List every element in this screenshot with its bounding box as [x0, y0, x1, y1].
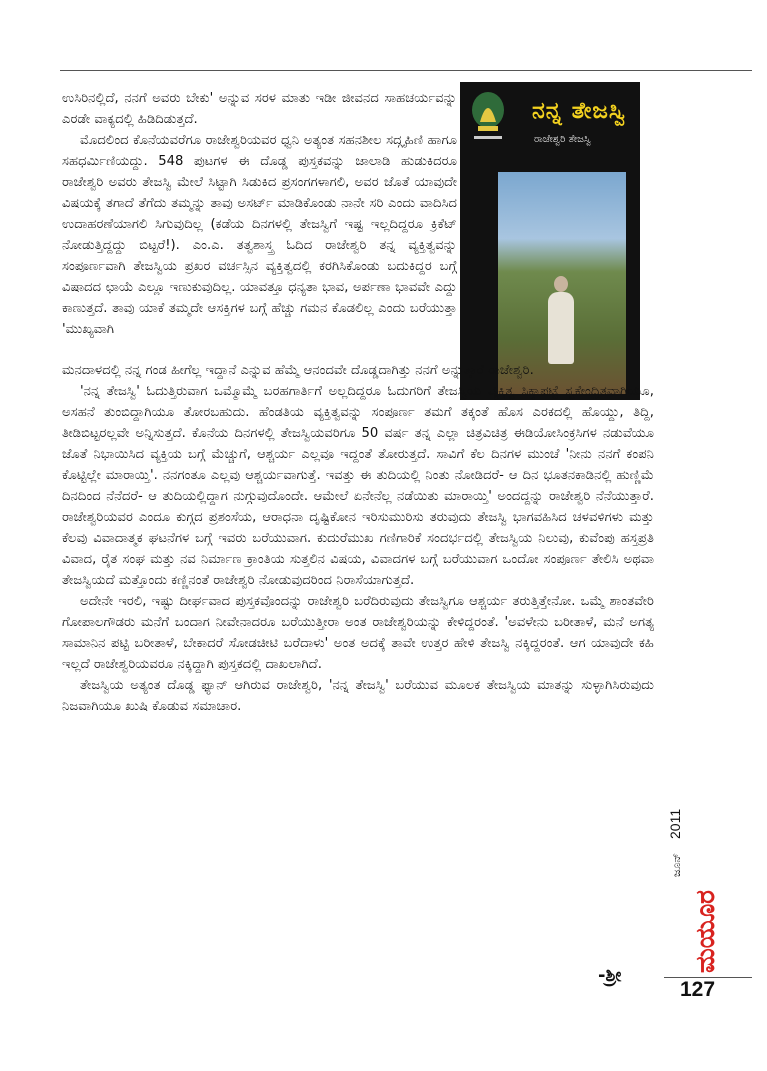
article-paragraph: 'ನನ್ನ ತೇಜಸ್ವಿ' ಓದುತ್ತಿರುವಾಗ ಒಮ್ಮೊಮ್ಮೆ ಬರಹಗಾರ್ತಿಗೆ ಅಲ್ಲದಿದ್ದರೂ ಓದುಗರಿಗೆ ತೇಜಸ್ವಿಯ ವ್ಯಕ್ತಿತ್ವ ಸಿಕ್ಕಾಪಟ್ಟೆ ಸ್ವಕೇಂದ್ರಿತವಾಗಿಯೂ, ಅಸಹನೆ ತುಂಬಿದ್ದಾಗಿಯೂ ತೋರಬಹುದು. ಹೆಂಡತಿಯ ವ್ಯಕ್ತಿತ್ವವನ್ನು ಸಂಪೂರ್ಣ ತಮಗೆ ತಕ್ಕಂತೆ ಹೊಸ ಎರಕದಲ್ಲಿ ಹೊಯ್ದು, ತಿದ್ದಿ, ತೀಡಿಬಿಟ್ಟರಲ್ಲವೇ ಅನ್ನಿಸುತ್ತದೆ. ಕೊನೆಯ ದಿನಗಳಲ್ಲಿ ತೇಜಸ್ವಿಯವರಿಗೂ 50 ವರ್ಷ ತನ್ನ ಎಲ್ಲಾ ಚಿತ್ರವಿಚಿತ್ರ ಈಡಿಯೋಸಿಂಕ್ರಸಿಗಳ ನಡುವೆಯೂ ಜೊತೆ ನಿಭಾಯಿಸಿದ ವ್ಯಕ್ತಿಯ ಬಗ್ಗೆ ಮೆಚ್ಚುಗೆ, ಆಶ್ಚರ್ಯ ಎಲ್ಲವೂ ಇದ್ದಂತೆ ತೋರುತ್ತದೆ. ಸಾವಿಗೆ ಕೆಲ ದಿನಗಳ ಮುಂಚೆ 'ನೀನು ನನಗೆ ಕಂಪನಿ ಕೊಟ್ಟಿಲ್ಲೇ ಮಾರಾಯ್ತಿ'. ನನಗಂತೂ ಎಲ್ಲವು ಆಶ್ಚರ್ಯವಾಗುತ್ತೆ. ಇವತ್ತು ಈ ತುದಿಯಲ್ಲಿ ನಿಂತು ನೋಡಿದರೆ- ಆ ದಿನ ಭೂತನಕಾಡಿನಲ್ಲಿ ಹುಣ್ಣಿಮೆ ದಿನದಿಂದ ನೆನೆದರೆ- ಆ ತುದಿಯಲ್ಲಿದ್ದಾಗ ನುಗ್ಗುವುದೊಂದೇ. ಆಮೇಲೆ ಏನೇನೆಲ್ಲ ನಡೆಯಿತು ಮಾರಾಯ್ತಿ' ಅಂದದ್ದನ್ನು ರಾಜೇಶ್ವರಿ ನೆನೆಯುತ್ತಾರೆ. ರಾಜೇಶ್ವರಿಯವರ ಎಂದೂ ಕುಗ್ಗದ ಪ್ರಶಂಸೆಯ, ಆರಾಧನಾ ದೃಷ್ಟಿಕೋನ ಇರಿಸುಮುರಿಸು ತರುವುದು ತೇಜಸ್ವಿ ಭಾಗವಹಿಸಿದ ಚಳವಳಿಗಳು ಮತ್ತು ಕೆಲವು ವಿವಾದಾತ್ಮಕ ಘಟನೆಗಳ ಬಗ್ಗೆ ಇವರು ಬರೆಯುವಾಗ. ಕುದುರೆಮುಖ ಗಣಿಗಾರಿಕೆ ಸಂದರ್ಭದಲ್ಲಿ ತೇಜಸ್ವಿಯ ನಿಲುವು, ಕುವೆಂಪು ಹಸ್ತಪ್ರತಿ ವಿವಾದ, ರೈತ ಸಂಘ ಮತ್ತು ನವ ನಿರ್ಮಾಣ ಕ್ರಾಂತಿಯ ಸುತ್ತಲಿನ ವಿಷಯ, ವಿವಾದಗಳ ಬಗ್ಗೆ ಬರೆಯುವಾಗ ಒಂದೋ ಸಂಪೂರ್ಣ ತೇಲಿಸಿ ಅಥವಾ ತೇಜಸ್ವಿಯದೆ ಮತ್ತೊಂದು ಕಣ್ಣಿನಂತೆ ರಾಜೇಶ್ವರಿ ನೋಡುವುದರಿಂದ ನಿರಾಸೆಯಾಗುತ್ತದೆ. — [62, 384, 654, 588]
top-rule — [60, 70, 752, 71]
article-paragraph: ಉಸಿರಿನಲ್ಲಿದೆ, ನನಗೆ ಅವರು ಬೇಕು' ಅನ್ನುವ ಸರಳ ಮಾತು ಇಡೀ ಜೀವನದ ಸಾಹಚರ್ಯವನ್ನು ಎರಡೇ ವಾಕ್ಯದಲ್ಲಿ ಹಿಡಿದಿಡುತ್ತದೆ. — [62, 91, 457, 127]
person-head — [554, 276, 568, 292]
article-paragraph: ತೇಜಸ್ವಿಯ ಅತ್ಯಂತ ದೊಡ್ಡ ಫ್ಯಾನ್ ಆಗಿರುವ ರಾಜೇಶ್ವರಿ, 'ನನ್ನ ತೇಜಸ್ವಿ' ಬರೆಯುವ ಮೂಲಕ ತೇಜಸ್ವಿಯ ಮಾತನ್ನು ಸುಳ್ಳಾಗಿಸಿರುವುದು ನಿಜವಾಗಿಯೂ ಖುಷಿ ಕೊಡುವ ಸಮಾಚಾರ. — [62, 678, 654, 714]
magazine-name: ಮಯೂರ — [691, 890, 721, 973]
cover-author: ರಾಜೇಶ್ವರಿ ತೇಜಸ್ವಿ — [534, 134, 591, 145]
article-paragraph: ಮನದಾಳದಲ್ಲಿ ನನ್ನ ಗಂಡ ಹೀಗೆಲ್ಲ ಇದ್ದಾನೆ ಎನ್ನುವ ಹೆಮ್ಮೆ ಆನಂದವೇ ದೊಡ್ಡದಾಗಿತ್ತು ನನಗೆ ಅನ್ನುತ್ತಾರೆ ರಾಜೇಶ್ವರಿ. — [62, 363, 534, 378]
cover-title: ನನ್ನ ತೇಜಸ್ವಿ — [532, 98, 627, 124]
page-number: 127 — [680, 978, 716, 1001]
article-paragraph: ಅದೇನೇ ಇರಲಿ, ಇಷ್ಟು ದೀರ್ಘವಾದ ಪುಸ್ತಕವೊಂದನ್ನು ರಾಜೇಶ್ವರಿ ಬರೆದಿರುವುದು ತೇಜಸ್ವಿಗೂ ಆಶ್ಚರ್ಯ ತರುತ್ತಿತ್ತೇನೋ. ಒಮ್ಮೆ ಶಾಂತವೇರಿ ಗೋಪಾಲಗೌಡರು ಮನೆಗೆ ಬಂದಾಗ ನೀವೇನಾದರೂ ಬರೆಯುತ್ತೀರಾ ಅಂತ ರಾಜೇಶ್ವರಿಯನ್ನು ಕೇಳಿದ್ದರಂತೆ. 'ಅವಳೇನು ಬರೀತಾಳೆ, ಮನೆ ಅಗತ್ಯ ಸಾಮಾನಿನ ಪಟ್ಟಿ ಬರೀತಾಳೆ, ಬೇಕಾದರೆ ಸೋಡಚೀಟಿ ಬರೆದಾಳು' ಅಂತ ಅದಕ್ಕೆ ತಾವೇ ಉತ್ತರ ಹೇಳಿ ತೇಜಸ್ವಿ ನಕ್ಕಿದ್ದರಂತೆ. ಆಗ ಯಾವುದೇ ಕಹಿ ಇಲ್ಲದೆ ರಾಜೇಶ್ವರಿಯವರೂ ನಕ್ಕಿದ್ದಾಗಿ ಪುಸ್ತಕದಲ್ಲಿ ದಾಖಲಾಗಿದೆ. — [62, 594, 654, 672]
person-figure — [548, 292, 574, 364]
magazine-masthead — [664, 795, 722, 975]
publisher-logo-icon — [468, 90, 508, 144]
book-cover — [460, 82, 640, 400]
article-column-text — [62, 88, 457, 340]
author-signature: -ಶ್ರೀ — [598, 965, 622, 986]
article-full-text — [62, 360, 654, 717]
magazine-month: ಜೂನ್ — [670, 852, 683, 877]
magazine-year: 2011 — [667, 808, 683, 839]
article-paragraph: ಮೊದಲಿಂದ ಕೊನೆಯವರೆಗೂ ರಾಜೇಶ್ವರಿಯವರ ಧ್ವನಿ ಅತ್ಯಂತ ಸಹನಶೀಲ ಸದ್ಗೃಹಿಣಿ ಹಾಗೂ ಸಹಧರ್ಮಿಣಿಯದ್ದು. 548 ಪುಟಗಳ ಈ ದೊಡ್ಡ ಪುಸ್ತಕವನ್ನು ಜಾಲಾಡಿ ಹುಡುಕಿದರೂ ರಾಜೇಶ್ವರಿ ಅವರು ತೇಜಸ್ವಿ ಮೇಲೆ ಸಿಟ್ಟಾಗಿ ಸಿಡುಕಿದ ಪ್ರಸಂಗಗಳಾಗಲಿ, ಅವರ ಜೊತೆ ಯಾವುದೇ ವಿಷಯಕ್ಕೆ ತಗಾದೆ ತೆಗೆದು ತಮ್ಮನ್ನು ತಾವು ಅಸರ್ಟ್ ಮಾಡಿಕೊಂಡು ನಾನೇ ಸರಿ ಎಂದು ವಾದಿಸಿದ ಉದಾಹರಣೆಯಾಗಲಿ ಸಿಗುವುದಿಲ್ಲ (ಕಡೆಯ ದಿನಗಳಲ್ಲಿ ತೇಜಸ್ವಿಗೆ ಇಷ್ಟ ಇಲ್ಲದಿದ್ದರೂ ಕ್ರಿಕೆಟ್ ನೋಡುತ್ತಿದ್ದದ್ದು ಬಿಟ್ಟರೆ!). ಎಂ.ಎ. ತತ್ವಶಾಸ್ತ್ರ ಓದಿದ ರಾಜೇಶ್ವರಿ ತನ್ನ ವ್ಯಕ್ತಿತ್ವವನ್ನು ಸಂಪೂರ್ಣವಾಗಿ ತೇಜಸ್ವಿಯ ಪ್ರಖರ ವರ್ಚಸ್ಸಿನ ವ್ಯಕ್ತಿತ್ವದಲ್ಲಿ ಕರಗಿಸಿಕೊಂಡು ಬದುಕಿದ್ದರ ಬಗ್ಗೆ ವಿಷಾದದ ಛಾಯೆ ಎಲ್ಲೂ ಇಣುಕುವುದಿಲ್ಲ. ಯಾವತ್ತೂ ಧನ್ಯತಾ ಭಾವ, ಅರ್ಪಣಾ ಭಾವವೇ ಎದ್ದು ಕಾಣುತ್ತದೆ. ತಾವು ಯಾಕೆ ತಮ್ಮದೇ ಆಸಕ್ತಿಗಳ ಬಗ್ಗೆ ಹೆಚ್ಚು ಗಮನ ಕೊಡಲಿಲ್ಲ ಎಂದು ಬರೆಯುತ್ತಾ 'ಮುಖ್ಯವಾಗಿ — [62, 133, 457, 337]
